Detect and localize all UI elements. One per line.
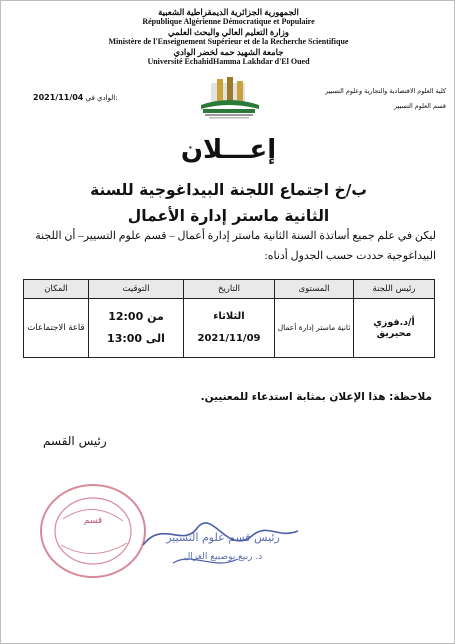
cell-level: ثانية ماستر إدارة أعمال [275,299,354,358]
ministry-arabic: وزارة التعليم العالي والبحث العلمي [168,27,289,37]
issue-date [33,93,118,102]
head-of-department-label: رئيس القسم [43,434,107,448]
university-arabic: جامعة الشهيد حمه لخضر الوادي [173,47,284,57]
cell-date-value: 2021/11/09 [197,333,261,344]
issue-date-value: 2021/11/04 [33,93,84,102]
header-date: التاريخ [184,280,275,299]
republic-french: République Algérienne Démocratique et Populaire [142,17,315,26]
stamp-top-text: قسم [83,516,103,526]
university-french: Université EchahidHamma Lakhdar d'El Oued [147,57,310,66]
cell-place: قاعة الاجتماعات [24,299,89,358]
announcement-subtitle [21,177,436,229]
faculty-name: كلية العلوم الاقتصادية والتجارية وعلوم التسيير [325,87,446,95]
department-stamp [23,479,323,589]
stamp-signatory-text: د. ربيع بوصبيع الغزال [183,552,263,562]
issue-date-label: الوادي في: [85,94,118,102]
cell-time [89,299,184,358]
announcement-note: ملاحظة: هذا الإعلان بمثابة استدعاء للمعنيين. [200,391,432,403]
header-time: التوقيت [89,280,184,299]
cell-date [184,299,275,358]
header-place: المكان [24,280,89,299]
announcement-body: ليكن في علم جميع أساتذة السنة الثانية ماستر إدارة أعمال – قسم علوم التسيير– أن اللجنة البيداغوجية حددت حسب الجدول أدناه: [35,230,436,262]
stamp-role-text: رئيس قسم علوم التسيير [166,531,280,544]
table-header-row [24,280,435,299]
time-to [90,328,182,350]
header-level: المستوى [275,280,354,299]
letterhead [61,7,396,67]
faculty-block [296,84,446,114]
subtitle-line-1: ب/خ اجتماع اللجنة البيداغوجية للسنة [90,181,367,199]
time-from [90,306,182,328]
time-from-label: من [147,310,164,323]
table-row [24,299,435,358]
time-from-value: 12:00 [108,310,144,323]
time-to-label: الى [145,332,165,345]
university-logo-icon [181,77,277,121]
subtitle-line-2: الثانية ماستر إدارة الأعمال [127,207,330,225]
schedule-table [23,279,435,358]
cell-president: أ/د.فوزي محيريق [354,299,435,358]
cell-day: الثلاثاء [213,311,245,322]
header-president: رئيس اللجنة [354,280,435,299]
republic-arabic: الجمهورية الجزائرية الديمقراطية الشعبية [158,7,299,17]
department-name: قسم العلوم التسيير [394,102,446,110]
time-to-value: 13:00 [107,332,143,345]
announcement-title: إعـــلان [180,135,277,165]
ministry-french: Ministère de l'Enseignement Supérieur et de la Recherche Scientifique [108,37,349,46]
